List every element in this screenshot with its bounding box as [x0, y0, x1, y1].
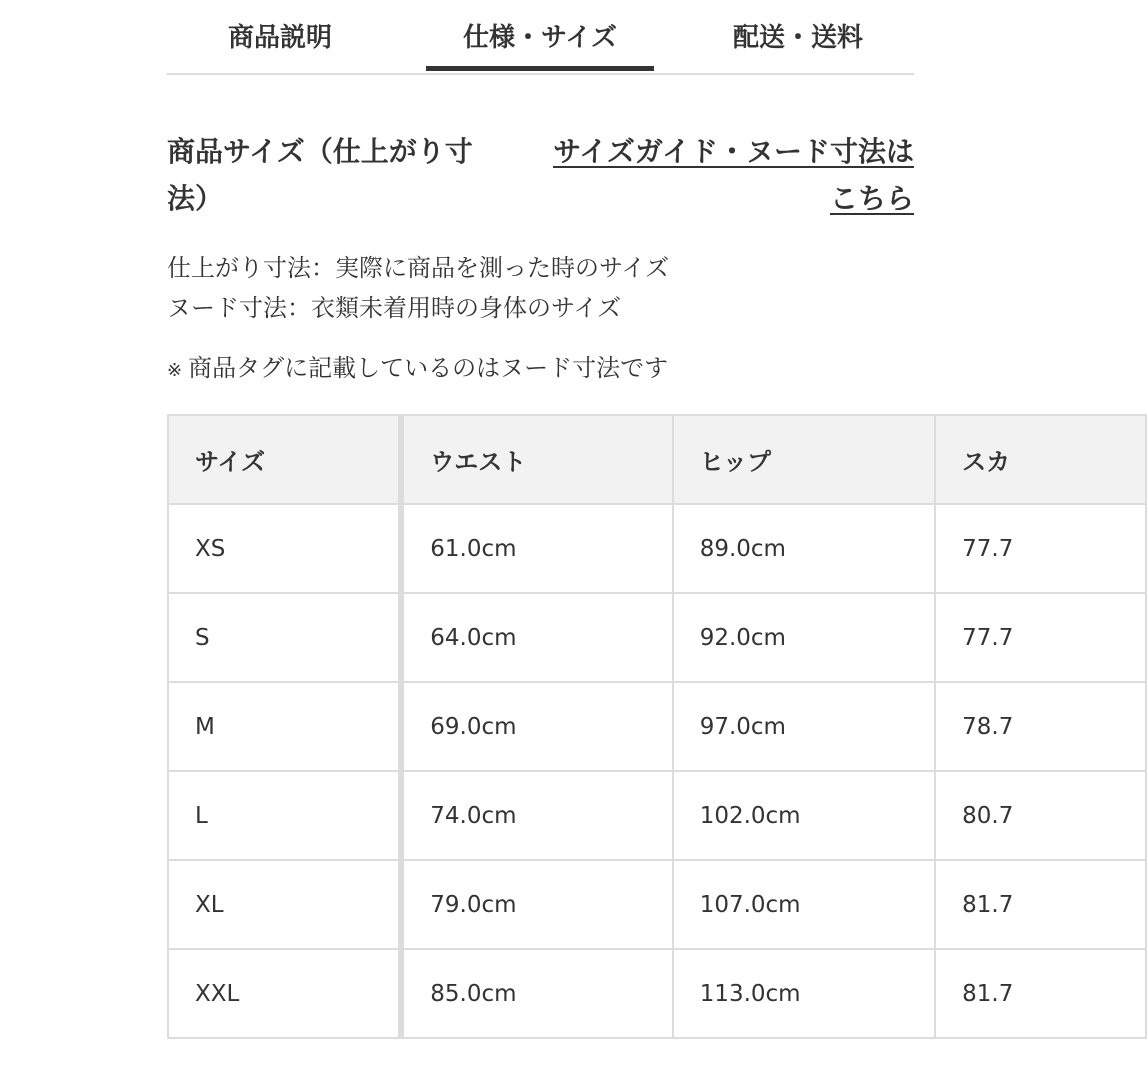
- section-heading: 商品サイズ（仕上がり寸法）: [167, 135, 473, 215]
- cell-hip: 107.0cm: [673, 860, 935, 949]
- note-tag-text: 商品タグに記載しているのはヌード寸法です: [188, 354, 669, 382]
- cell-hip: 97.0cm: [673, 682, 935, 771]
- header-hip: ヒップ: [673, 415, 935, 504]
- size-table-scroller[interactable]: [167, 414, 1014, 1054]
- table-row: [168, 504, 1146, 593]
- cell-skirt-length: 80.7: [935, 771, 1146, 860]
- note-tag-size: [167, 352, 668, 387]
- header-waist: ウエスト: [401, 415, 672, 504]
- cell-hip: 89.0cm: [673, 504, 935, 593]
- cell-skirt-length: 77.7: [935, 593, 1146, 682]
- cell-size: M: [168, 682, 401, 771]
- table-header-row: [168, 415, 1146, 504]
- cell-skirt-length: 78.7: [935, 682, 1146, 771]
- cell-skirt-length: 77.7: [935, 504, 1146, 593]
- table-row: [168, 593, 1146, 682]
- cell-size: L: [168, 771, 401, 860]
- active-tab-indicator: [426, 66, 654, 71]
- size-guide-link[interactable]: サイズガイド・ヌード寸法はこちら: [553, 135, 914, 215]
- reference-mark: ※: [167, 360, 183, 381]
- cell-waist: 85.0cm: [401, 949, 672, 1038]
- cell-skirt-length: 81.7: [935, 949, 1146, 1038]
- cell-hip: 92.0cm: [673, 593, 935, 682]
- tab-shipping[interactable]: 配送・送料: [732, 23, 863, 53]
- cell-waist: 64.0cm: [401, 593, 672, 682]
- cell-waist: 61.0cm: [401, 504, 672, 593]
- table-row: [168, 949, 1146, 1038]
- table-row: [168, 682, 1146, 771]
- cell-size: XS: [168, 504, 401, 593]
- cell-size: XXL: [168, 949, 401, 1038]
- note-nude-size: ヌード寸法：衣類未着用時の身体のサイズ: [167, 294, 622, 322]
- note-finished-size: 仕上がり寸法：実際に商品を測った時のサイズ: [167, 254, 670, 282]
- cell-hip: 113.0cm: [673, 949, 935, 1038]
- cell-size: XL: [168, 860, 401, 949]
- cell-waist: 74.0cm: [401, 771, 672, 860]
- cell-hip: 102.0cm: [673, 771, 935, 860]
- table-row: [168, 860, 1146, 949]
- tab-product-description[interactable]: 商品説明: [227, 23, 332, 53]
- cell-waist: 69.0cm: [401, 682, 672, 771]
- tab-spec-size[interactable]: 仕様・サイズ: [463, 23, 617, 53]
- cell-size: S: [168, 593, 401, 682]
- cell-skirt-length: 81.7: [935, 860, 1146, 949]
- table-row: [168, 771, 1146, 860]
- tab-bar: [167, 0, 914, 75]
- header-size: サイズ: [168, 415, 401, 504]
- header-skirt-length: スカ: [935, 415, 1146, 504]
- cell-waist: 79.0cm: [401, 860, 672, 949]
- size-table: [167, 414, 1147, 1039]
